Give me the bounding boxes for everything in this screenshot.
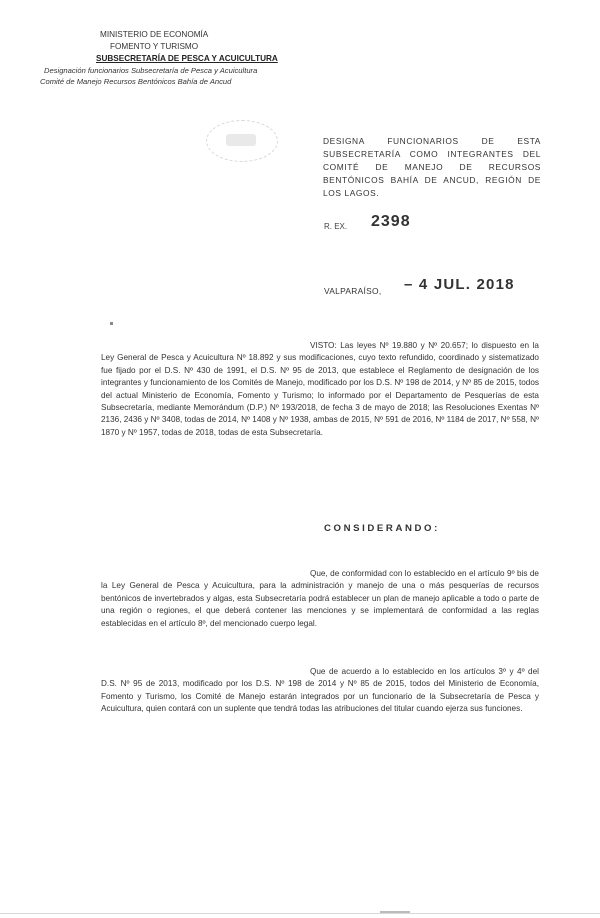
document-date: – 4 JUL. 2018 [404,276,515,293]
visto-paragraph: VISTO: Las leyes Nº 19.880 y Nº 20.657; lo dispuesto en la Ley General de Pesca y Acuicultura Nº 18.892 y sus modificaciones, cuyo texto refundido, coordinado y sistematizado fue fijado por el D.S. Nº 430 de 1991, el D.S. Nº 95 de 2013, que establece el Reglamento de designación de los integrantes y funcionamiento de los Comités de Manejo, modificado por los D.S. Nº 198 de 2014, y Nº 85 de 2015, todos del actual Ministerio de Economía, Fomento y Turismo; lo informado por el Departamento de Pesquerías de esta Subsecretaría, mediante Memorándum (D.P.) Nº 193/2018, de fecha 3 de mayo de 2018; las Resoluciones Exentas Nº 2136, 2436 y Nº 3408, todas de 2014, Nº 1408 y Nº 1938, ambas de 2015, Nº 591 de 2016, Nº 1184 de 2017, Nº 558, Nº 1870 y Nº 1957, todas de 2018, todas de esta Subsecretaría. [101,341,539,437]
resolution-number: 2398 [371,213,411,230]
faded-stamp-center [226,134,256,146]
header-designation-line: Designación funcionarios Subsecretaría de Pesca y Acuicultura [44,66,258,75]
considerando-paragraph-2: Que de acuerdo a lo establecido en los artículos 3º y 4º del D.S. Nº 95 de 2013, modificado por los D.S. Nº 198 de 2014 y Nº 85 de 2015, todos del Ministerio de Economía, Fomento y Turismo, los Comité de Manejo estarán integrados por un funcionario de la Subsecretaría de Pesca y Acuicultura, quien contará con un suplente que tendrá todas las atribuciones del titular cuando ejerza sus funciones. [101,667,539,714]
document-place: VALPARAÍSO, [324,286,382,296]
subsecretaria-name: SUBSECRETARÍA DE PESCA Y ACUICULTURA [96,54,278,63]
margin-mark [110,322,113,325]
header-committee-line: Comité de Manejo Recursos Bentónicos Bahía de Ancud [40,77,232,86]
scan-edge-line [0,913,600,914]
document-reference: DESIGNA FUNCIONARIOS DE ESTA SUBSECRETARÍA COMO INTEGRANTES DEL COMITÉ DE MANEJO DE RECURSOS BENTÓNICOS BAHÍA DE ANCUD, REGIÓN DE LOS LAGOS. [323,136,541,198]
scan-edge-mark [380,911,410,913]
ministry-name: MINISTERIO DE ECONOMÍA [100,30,209,39]
ministry-subtitle: FOMENTO Y TURISMO [110,42,199,51]
considerando-heading: CONSIDERANDO: [324,523,440,534]
considerando-paragraph-1: Que, de conformidad con lo establecido en el artículo 9º bis de la Ley General de Pesca y Acuicultura, para la administración y manejo de una o más pesquerías de recursos bentónicos de invertebrados y algas, esta Subsecretaría podrá establecer un plan de manejo aplicable a todo o parte de una región o regiones, el que deberá contener las menciones y se implementará de conformidad a las reglas establecidas en el artículo 8º, del mencionado cuerpo legal. [101,569,539,628]
resolution-label: R. EX. [324,222,348,231]
